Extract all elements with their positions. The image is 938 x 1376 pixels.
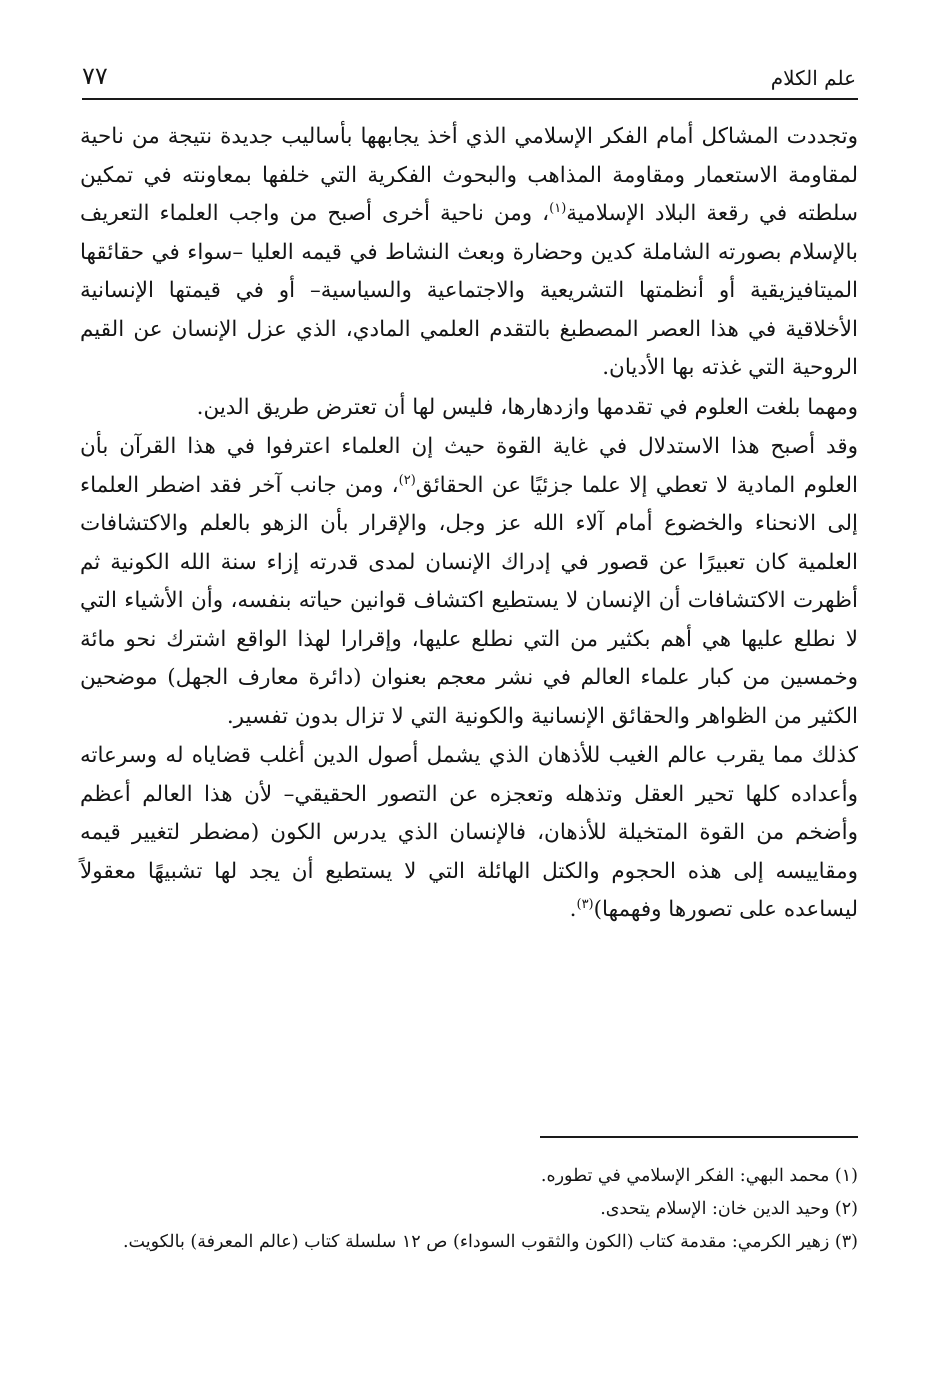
footnote-1: (١) محمد البهي: الفكر الإسلامي في تطوره.	[540, 1166, 858, 1186]
paragraph-4-text: كذلك مما يقرب عالم الغيب للأذهان الذي يشمل أصول الدين أغلب قضاياه له وسرعاته وأعداده كلها تحير العقل وتذهله وتعجزه عن التصور الحقيقي– لأن هذا العالم أعظم وأضخم من القوة المتخيلة للأذهان، فالإنسان الذي يدرس الكون (مضطر لتغيير قيمه ومقاييسه إلى هذه الحجوم والكتل الهائلة التي لا يستطيع أن يجد لها تشبيهًا معقولاً ليساعده على تصورها وفهمها)	[80, 743, 858, 922]
paragraph-1-text: وتجددت المشاكل أمام الفكر الإسلامي الذي أخذ يجابهها بأساليب جديدة نتيجة من ناحية لمقاومة الاستعمار ومقاومة المذاهب والبحوث الفكرية التي خلفها بمعاونته في تمكين سلطته في رقعة البلاد الإسلامية	[80, 124, 858, 226]
footnote-separator	[540, 1136, 858, 1138]
paragraph-2	[80, 389, 858, 428]
paragraph-2-text: ومهما بلغت العلوم في تقدمها وازدهارها، فليس لها أن تعترض طريق الدين.	[196, 394, 858, 420]
running-header-title: علم الكلام	[770, 66, 856, 90]
footnote-ref-3: (٣)	[576, 896, 594, 912]
footnote-3: (٣) زهير الكرمي: مقدمة كتاب (الكون والثقوب السوداء) ص ١٢ سلسلة كتاب (عالم المعرفة) بالكويت.	[122, 1232, 858, 1252]
footnotes	[80, 1160, 858, 1259]
running-header	[82, 60, 856, 94]
footnote-ref-2: (٢)	[398, 472, 416, 488]
footnote-2: (٢) وحيد الدين خان: الإسلام يتحدى.	[600, 1199, 858, 1219]
header-rule	[82, 98, 858, 100]
paragraph-1	[80, 118, 858, 388]
paragraph-4	[80, 737, 858, 930]
paragraph-4-end: .	[569, 897, 577, 922]
page-number: ٧٧	[82, 62, 108, 90]
paragraph-1-text-cont: ، ومن ناحية أخرى أصبح من واجب العلماء التعريف بالإسلام بصورته الشاملة كدين وحضارة وبعث النشاط في قيمه العليا –سواء في حقائقها الميتافيزيقية أو أنظمتها التشريعية والاجتماعية والسياسية– أو في قيمتها الإنسانية الأخلاقية في هذا العصر المصطبغ بالتقدم العلمي المادي، الذي عزل الإنسان عن القيم الروحية التي غذته بها الأديان.	[80, 201, 858, 380]
paragraph-3-text-cont: ، ومن جانب آخر فقد اضطر العلماء إلى الانحناء والخضوع أمام آلاء الله عز وجل، والإقرار بأن الزهو بالعلم والاكتشافات العلمية كان تعبيرًا عن قصور في إدراك الإنسان لمدى قدرته إزاء سنة الله الكونية ثم أظهرت الاكتشافات أن الإنسان لا يستطيع اكتشاف قوانين حياته بنفسه، وأن الأشياء التي لا نطلع عليها هي أهم بكثير من التي نطلع عليها، وإقرارا لهذا الواقع اشترك نحو مائة وخمسين من كبار علماء العالم في نشر معجم بعنوان (دائرة معارف الجهل) موضحين الكثير من الظواهر والحقائق الإنسانية والكونية التي لا تزال بدون تفسير.	[80, 472, 858, 729]
paragraph-3-text: وقد أصبح هذا الاستدلال في غاية القوة حيث إن العلماء اعترفوا في هذا القرآن بأن العلوم المادية لا تعطي إلا علما جزئيًا عن الحقائق	[80, 434, 859, 498]
main-text	[80, 118, 858, 930]
paragraph-3	[80, 428, 858, 736]
footnote-ref-1: (١)	[549, 200, 567, 216]
